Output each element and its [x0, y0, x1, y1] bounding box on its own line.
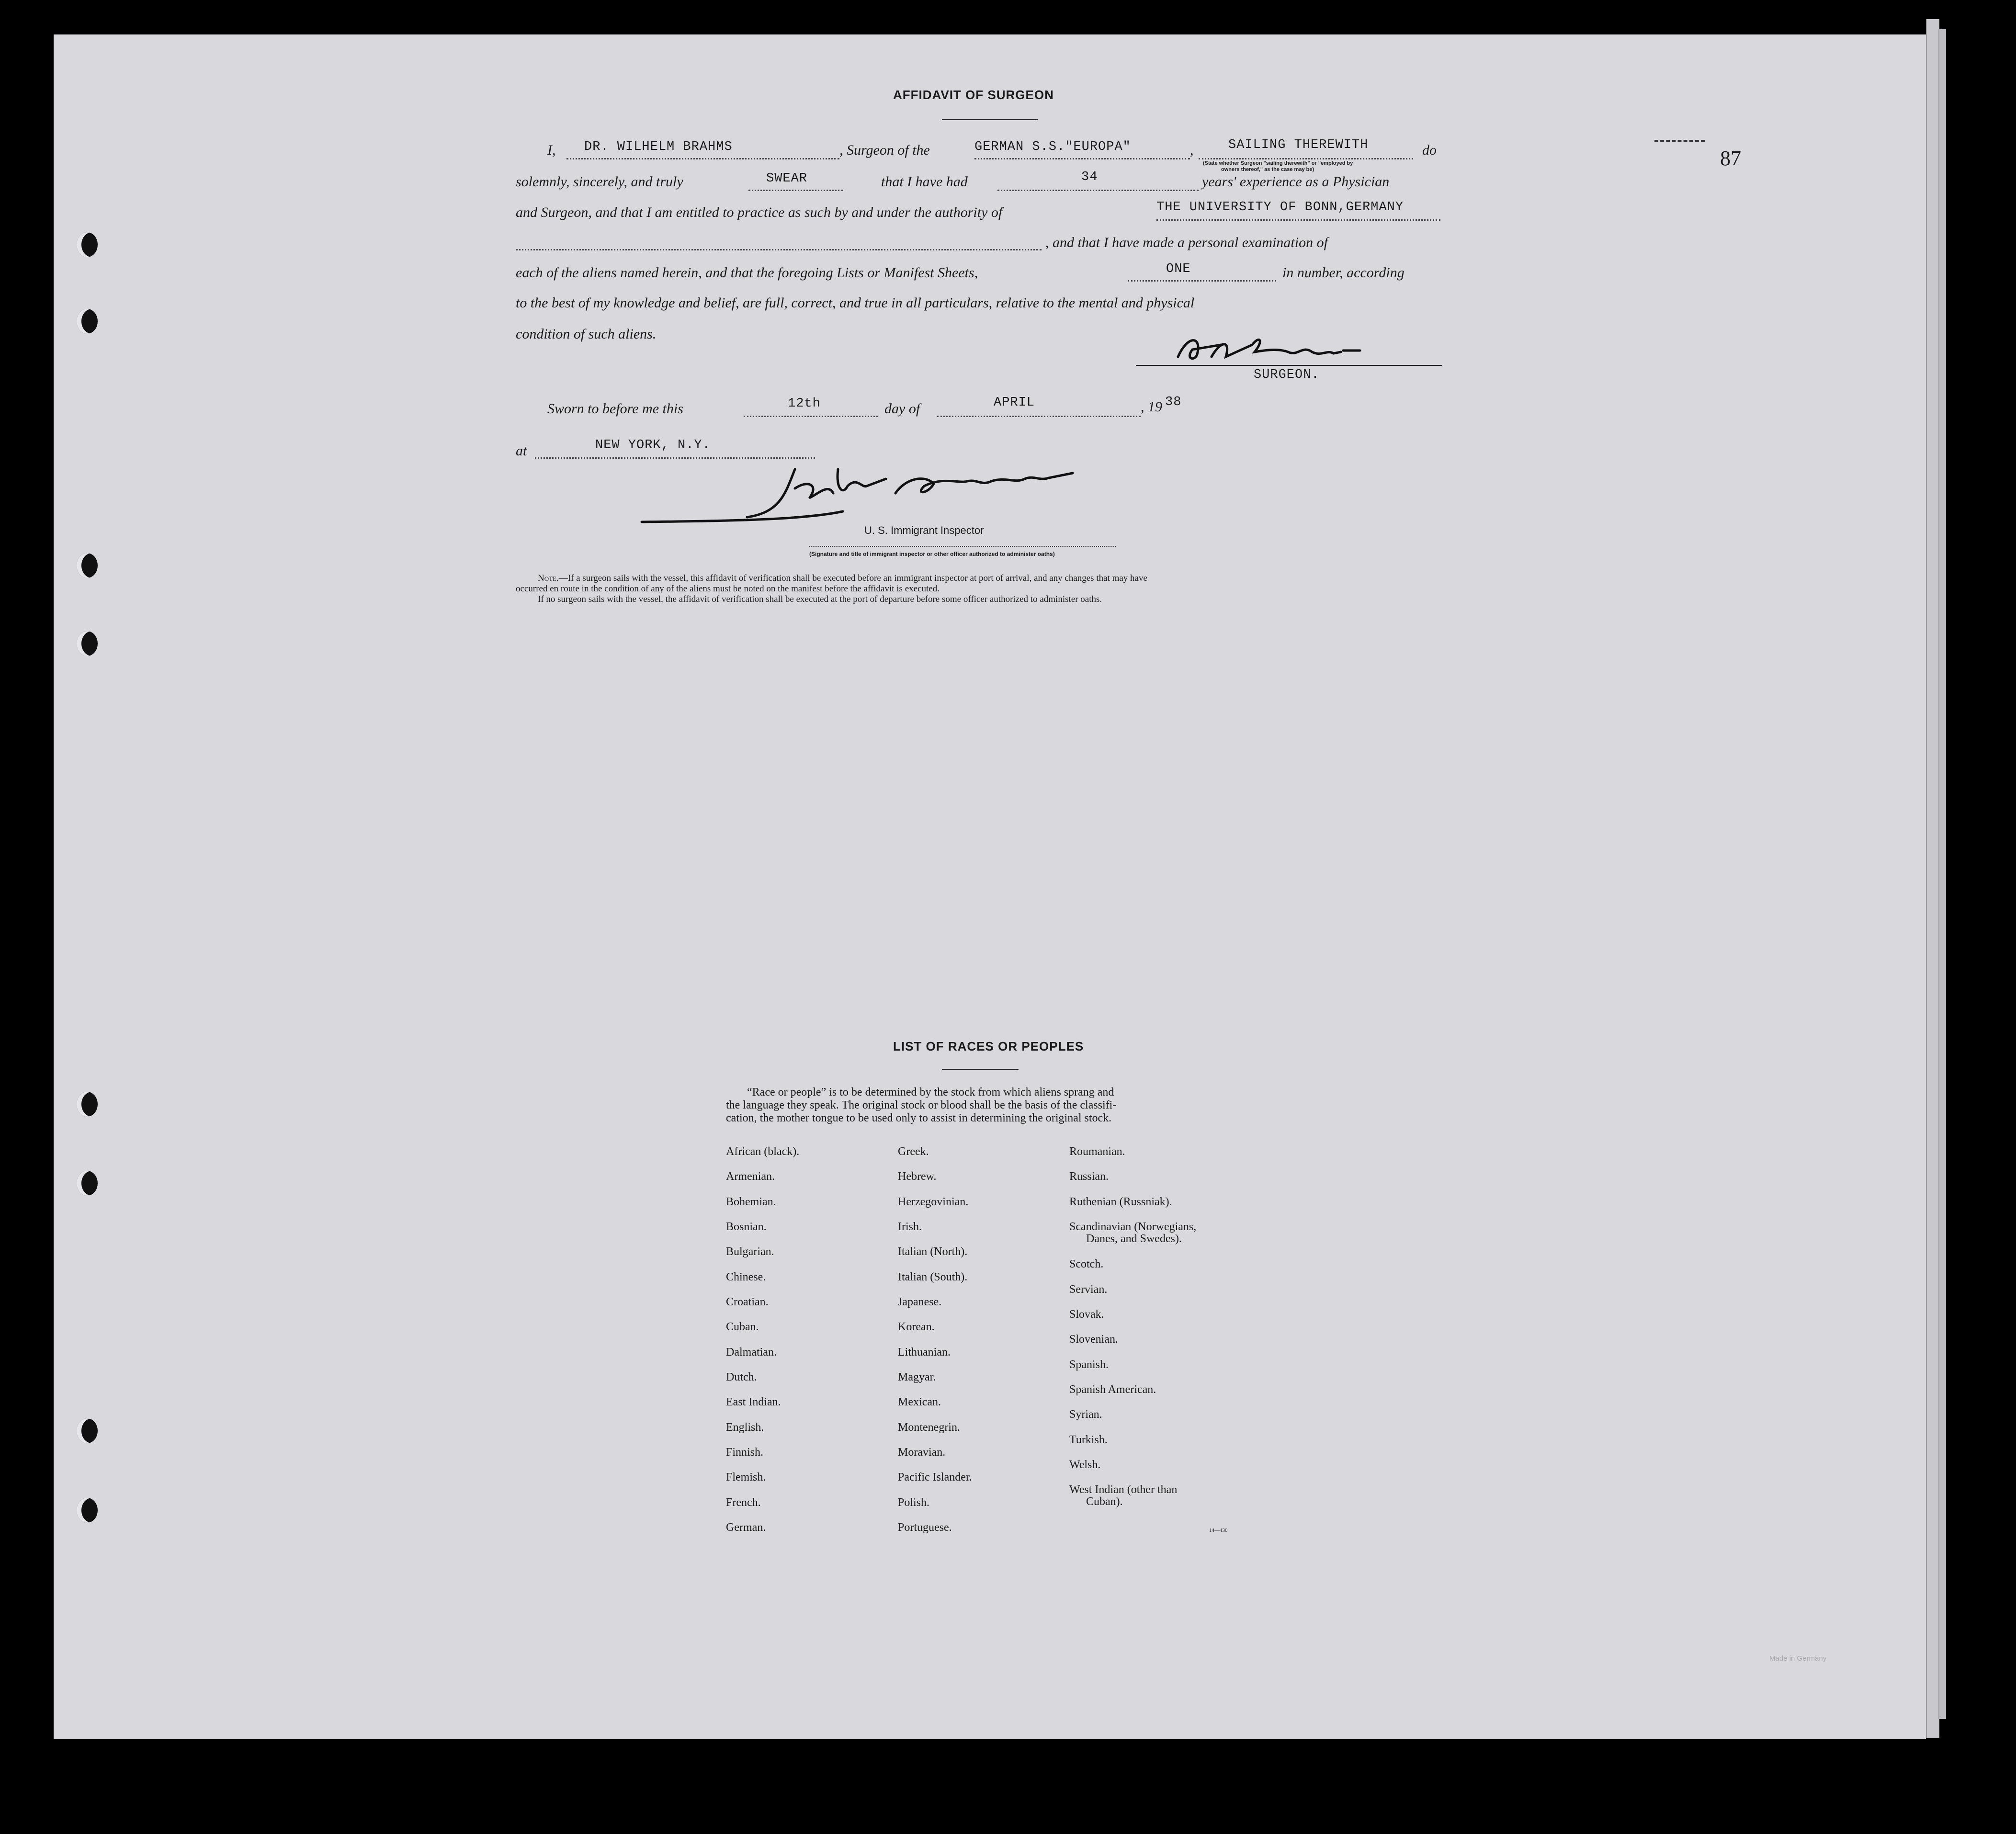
sworn-day-line — [744, 416, 878, 417]
comma: , — [1190, 142, 1194, 158]
sworn-day-value: 12th — [788, 396, 821, 411]
race-item: Scotch. — [1069, 1258, 1104, 1270]
race-item: Welsh. — [1069, 1459, 1101, 1471]
race-item: Bulgarian. — [726, 1245, 774, 1258]
race-item: Finnish. — [726, 1446, 764, 1459]
sailing-hint-1: (State whether Surgeon "sailing therewith" or "employed by — [1203, 160, 1353, 166]
surgeon-name-value: DR. WILHELM BRAHMS — [584, 140, 733, 154]
race-item: Scandinavian (Norwegians, — [1069, 1221, 1197, 1233]
race-item: Syrian. — [1069, 1408, 1102, 1421]
race-item: Slovak. — [1069, 1308, 1104, 1321]
title-underline — [942, 119, 1038, 120]
races-intro-2: the language they speak. The original stock or blood shall be the basis of the classifi- — [726, 1099, 1117, 1111]
swear-value: SWEAR — [766, 171, 808, 186]
race-item: Slovenian. — [1069, 1333, 1118, 1346]
race-item: Armenian. — [726, 1170, 775, 1183]
location-value: NEW YORK, N.Y. — [595, 438, 711, 453]
note-line-1 — [538, 573, 1147, 584]
race-item: West Indian (other than — [1069, 1483, 1178, 1496]
race-item: Italian (North). — [898, 1245, 968, 1258]
surgeon-signature — [1168, 330, 1408, 366]
race-item: Italian (South). — [898, 1271, 968, 1283]
binder-hole — [77, 1418, 98, 1443]
race-item: Moravian. — [898, 1446, 946, 1459]
race-item: Danes, and Swedes). — [1086, 1233, 1182, 1245]
race-item: Herzegovinian. — [898, 1196, 969, 1208]
race-item: Magyar. — [898, 1371, 936, 1383]
race-item: Cuban. — [726, 1321, 759, 1333]
race-item: Bosnian. — [726, 1221, 767, 1233]
note-line-2: occurred en route in the condition of any of the aliens must be noted on the manifest before the affidavit is executed. — [516, 584, 940, 594]
race-item: English. — [726, 1421, 764, 1434]
sheets-value: ONE — [1166, 262, 1191, 276]
race-item: Servian. — [1069, 1283, 1108, 1296]
race-item: Dutch. — [726, 1371, 757, 1383]
race-item: Ruthenian (Russniak). — [1069, 1196, 1172, 1208]
race-item: Roumanian. — [1069, 1145, 1125, 1158]
label-years-experience: years' experience as a Physician — [1202, 174, 1390, 190]
race-item: Chinese. — [726, 1271, 766, 1283]
race-item: Spanish American. — [1069, 1383, 1156, 1396]
race-item: Bohemian. — [726, 1196, 776, 1208]
label-sworn: Sworn to before me this — [547, 401, 683, 417]
label-surgeon-of: , Surgeon of the — [839, 142, 930, 158]
label-condition: condition of such aliens. — [516, 326, 657, 342]
binder-hole — [77, 553, 98, 578]
note-line-3: If no surgeon sails with the vessel, the affidavit of verification shall be executed at the port of departure before some officer authorized to administer oaths. — [538, 594, 1102, 604]
race-item: East Indian. — [726, 1396, 781, 1408]
made-in-label: Made in Germany — [1769, 1654, 1827, 1663]
authority-continued-line — [516, 249, 1042, 250]
years-line — [997, 190, 1199, 191]
affidavit-title: AFFIDAVIT OF SURGEON — [893, 88, 1054, 102]
page-number: 87 — [1720, 147, 1741, 170]
race-item: Flemish. — [726, 1471, 766, 1483]
sworn-month-value: APRIL — [994, 396, 1035, 410]
inspector-signature-line — [809, 546, 1116, 547]
label-solemnly: solemnly, sincerely, and truly — [516, 174, 683, 190]
inspector-signature — [637, 460, 1135, 529]
races-intro-1: “Race or people” is to be determined by the stock from which aliens sprang and — [747, 1086, 1114, 1098]
race-item: Mexican. — [898, 1396, 941, 1408]
race-item: Lithuanian. — [898, 1346, 951, 1359]
page-dash — [1654, 140, 1705, 142]
race-item: Hebrew. — [898, 1170, 937, 1183]
binder-hole — [77, 232, 98, 257]
sailing-value: SAILING THEREWITH — [1228, 138, 1369, 152]
race-item: Turkish. — [1069, 1434, 1108, 1446]
race-item: Irish. — [898, 1221, 922, 1233]
label-and-surgeon: and Surgeon, and that I am entitled to practice as such by and under the authority of — [516, 204, 1003, 220]
authority-value: THE UNIVERSITY OF BONN,GERMANY — [1156, 200, 1404, 215]
label-personal-exam: , and that I have made a personal examination of — [1045, 235, 1328, 250]
swear-line — [748, 190, 843, 191]
race-item: German. — [726, 1521, 766, 1534]
sworn-year-value: 38 — [1165, 395, 1182, 409]
race-item: African (black). — [726, 1145, 800, 1158]
label-in-number: in number, according — [1282, 265, 1404, 281]
label-each-of-aliens: each of the aliens named herein, and that the foregoing Lists or Manifest Sheets, — [516, 265, 978, 281]
note-label: Note. — [538, 573, 559, 583]
label-i: I, — [547, 142, 556, 158]
sailing-line — [1199, 158, 1413, 159]
label-day-of: day of — [884, 401, 920, 417]
race-item: Polish. — [898, 1496, 930, 1509]
page-edge-stack — [1926, 19, 1939, 1738]
sworn-month-line — [937, 416, 1141, 417]
vessel-line — [974, 158, 1190, 159]
surgeon-name-line — [566, 158, 839, 159]
document-page — [54, 34, 1926, 1739]
label-do: do — [1422, 142, 1437, 158]
sheets-line — [1128, 280, 1276, 282]
race-item: Russian. — [1069, 1170, 1109, 1183]
years-value: 34 — [1081, 170, 1098, 184]
note-text-1: —If a surgeon sails with the vessel, this affidavit of verification shall be executed before an immigrant inspector at port of arrival, and any changes that may have — [558, 573, 1147, 583]
sailing-hint-2: owners thereof," as the case may be) — [1221, 167, 1314, 172]
label-at: at — [516, 443, 527, 459]
race-item: Montenegrin. — [898, 1421, 960, 1434]
surgeon-label: SURGEON. — [1254, 368, 1320, 382]
races-title: LIST OF RACES OR PEOPLES — [893, 1039, 1084, 1053]
authority-line — [1156, 219, 1440, 221]
binder-hole — [77, 309, 98, 334]
race-item: Greek. — [898, 1145, 929, 1158]
label-year-prefix: , 19 — [1141, 399, 1162, 415]
binder-hole — [77, 631, 98, 656]
race-item: Cuban). — [1086, 1495, 1123, 1508]
page-edge-stack-back — [1938, 29, 1946, 1719]
race-item: Portuguese. — [898, 1521, 952, 1534]
races-intro-3: cation, the mother tongue to be used only to assist in determining the original stock. — [726, 1112, 1112, 1124]
surgeon-signature-line — [1136, 365, 1442, 366]
race-item: Korean. — [898, 1321, 935, 1333]
race-item: Croatian. — [726, 1296, 769, 1308]
label-that-i-have: that I have had — [881, 174, 968, 190]
binder-hole — [77, 1171, 98, 1196]
race-item: Japanese. — [898, 1296, 942, 1308]
races-title-underline — [942, 1069, 1019, 1070]
race-item: Dalmatian. — [726, 1346, 777, 1359]
race-item: Spanish. — [1069, 1359, 1109, 1371]
location-line — [535, 457, 815, 459]
race-item: Pacific Islander. — [898, 1471, 972, 1483]
form-number: 14—430 — [1209, 1528, 1228, 1533]
race-item: French. — [726, 1496, 761, 1509]
inspector-hint: (Signature and title of immigrant inspector or other officer authorized to administer oaths) — [809, 551, 1055, 557]
inspector-title: U. S. Immigrant Inspector — [864, 524, 984, 536]
binder-hole — [77, 1498, 98, 1523]
binder-hole — [77, 1092, 98, 1117]
label-best-knowledge: to the best of my knowledge and belief, are full, correct, and true in all particulars, relative to the mental and physical — [516, 295, 1195, 311]
vessel-value: GERMAN S.S."EUROPA" — [974, 140, 1131, 154]
